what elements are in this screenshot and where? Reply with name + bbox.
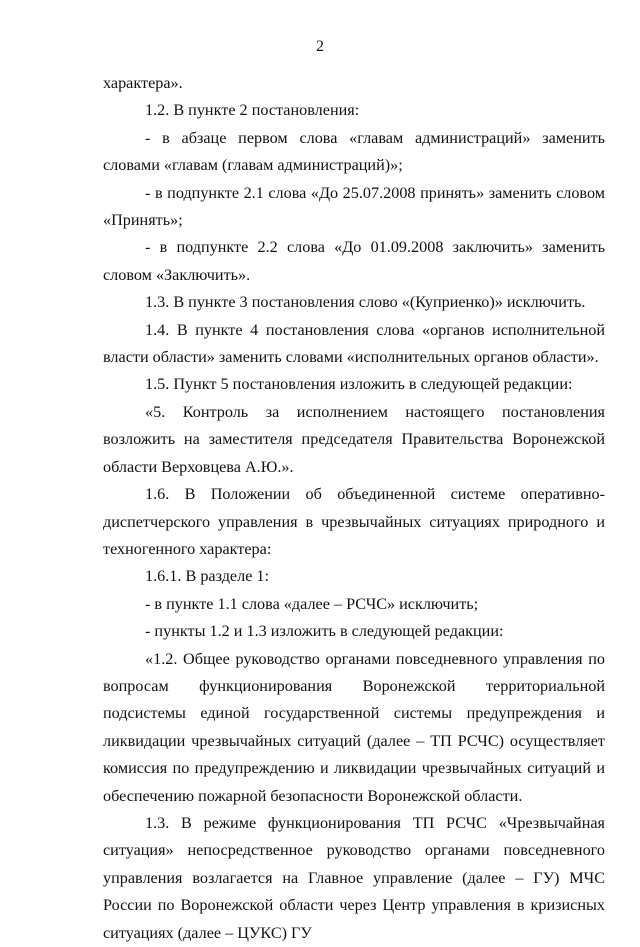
paragraph: - пункты 1.2 и 1.3 изложить в следующей редакции: [145,622,504,641]
paragraph: - в абзаце первом слова «главам администраций» заменить словами «главам (главам администраций)»; [103,128,605,175]
paragraph: 1.5. Пункт 5 постановления изложить в следующей редакции: [145,375,573,394]
paragraph: 1.2. В пункте 2 постановления: [145,101,360,120]
paragraph: «1.2. Общее руководство органами повседневного управления по вопросам функционирования Воронежской территориальной подсистемы единой государственной системы предупреждения и ликвидации чрезвычайных ситуаций (далее – ТП РСЧС) осуществляет комиссия по предупреждению и ликвидации чрезвычайных ситуаций и обеспечению пожарной безопасности Воронежской области. [103,649,605,805]
paragraph: «5. Контроль за исполнением настоящего постановления возложить на заместителя председателя Правительства Воронежской области Верховцева А.Ю.». [103,402,605,476]
paragraph: 1.3. В пункте 3 постановления слово «(Куприенко)» исключить. [145,293,586,312]
paragraph: 1.6. В Положении об объединенной системе оперативно-диспетчерского управления в чрезвычайных ситуациях природного и техногенного характера: [103,485,605,558]
paragraph: - в пункте 1.1 слова «далее – РСЧС» исключить; [145,594,479,613]
paragraph: 1.4. В пункте 4 постановления слова «органов исполнительной власти области» заменить словами «исполнительных органов области». [103,320,605,367]
document-body [103,70,605,947]
paragraph: 1.6.1. В разделе 1: [145,567,270,586]
page-number: 2 [316,38,324,55]
paragraph: - в подпункте 2.2 слова «До 01.09.2008 заключить» заменить словом «Заключить». [103,238,605,284]
paragraph: 1.3. В режиме функционирования ТП РСЧС «Чрезвычайная ситуация» непосредственное руководство органами повседневного управления возлагается на Главное управление (далее – ГУ) МЧС России по Воронежской области через Центр управления в кризисных ситуациях (далее – ЦУКС) ГУ [103,813,605,942]
paragraph: - в подпункте 2.1 слова «До 25.07.2008 принять» заменить словом «Принять»; [103,183,605,230]
paragraph: характера». [103,74,183,92]
